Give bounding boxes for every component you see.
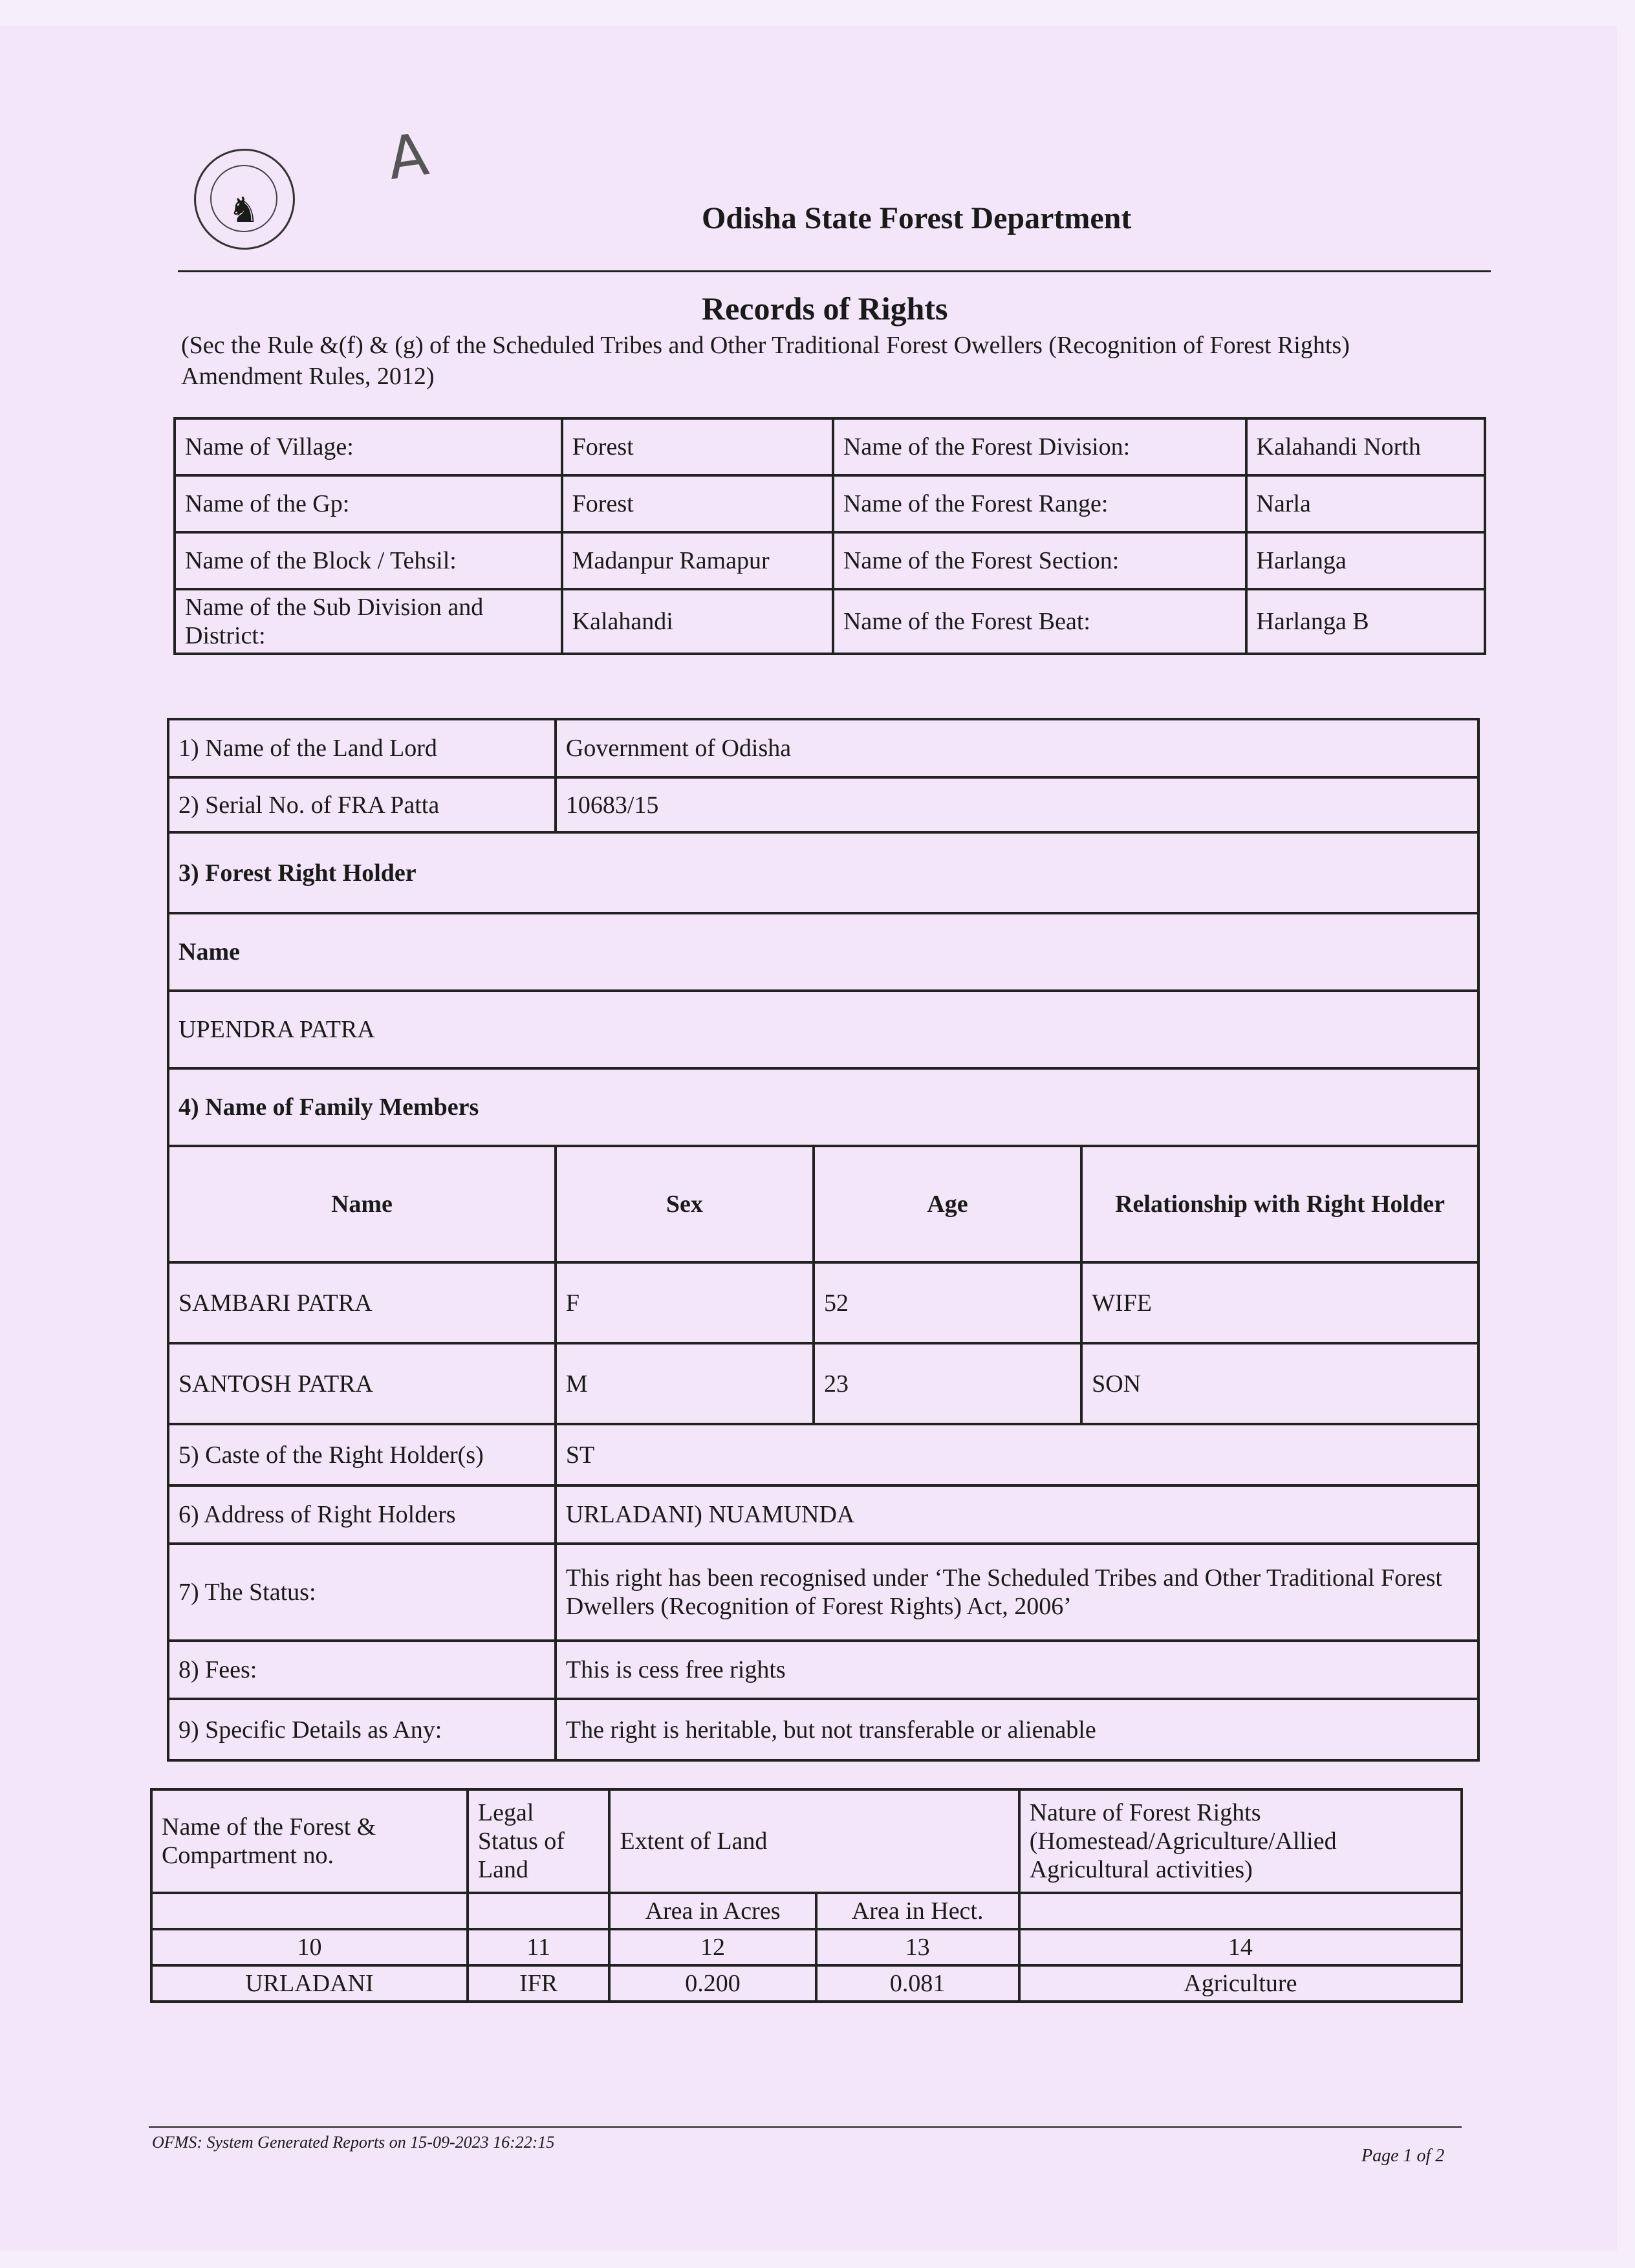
table-row (168, 1424, 1478, 1485)
table-row (168, 832, 1478, 913)
location-table (173, 417, 1486, 655)
blank-cell (468, 1893, 610, 1929)
table-row (168, 1485, 1478, 1544)
gp-value: Forest (562, 475, 833, 532)
col-nature-of-rights: Nature of Forest Rights (Homestead/Agriculture/Allied Agricultural activities) (1019, 1789, 1462, 1893)
table-row (168, 913, 1478, 991)
land-table (150, 1788, 1463, 2003)
land-lord-value: Government of Odisha (556, 719, 1478, 777)
member-relation: SON (1081, 1343, 1478, 1424)
table-row (168, 991, 1478, 1068)
family-heading: 4) Name of Family Members (168, 1068, 1478, 1146)
odisha-emblem-seal (194, 149, 295, 250)
subdivision-label: Name of the Sub Division and District: (175, 589, 562, 654)
col-number: 13 (816, 1929, 1019, 1965)
member-name: SANTOSH PATRA (168, 1343, 556, 1424)
member-relation: WIFE (1081, 1262, 1478, 1343)
col-forest-compartment: Name of the Forest & Compartment no. (151, 1789, 468, 1893)
village-value: Forest (562, 418, 833, 475)
forest-beat-label: Name of the Forest Beat: (833, 589, 1246, 654)
document-page (0, 26, 1617, 2251)
emblem-inner-ring (210, 165, 277, 232)
table-row (175, 589, 1485, 654)
table-row (168, 1699, 1478, 1760)
status-label: 7) The Status: (168, 1544, 556, 1641)
member-age: 52 (814, 1262, 1081, 1343)
table-row (168, 1641, 1478, 1699)
sub-area-acres: Area in Acres (609, 1893, 816, 1929)
forest-name: URLADANI (151, 1965, 468, 2002)
table-row (168, 1068, 1478, 1146)
footer-divider (149, 2126, 1462, 2128)
caste-label: 5) Caste of the Right Holder(s) (168, 1424, 556, 1485)
gp-label: Name of the Gp: (175, 475, 562, 532)
forest-section-value: Harlanga (1246, 532, 1485, 589)
legal-status: IFR (468, 1965, 610, 2002)
family-col-name: Name (168, 1146, 556, 1262)
holder-heading: 3) Forest Right Holder (168, 832, 1478, 913)
table-row (175, 418, 1485, 475)
table-row (175, 532, 1485, 589)
table-row (168, 1343, 1478, 1424)
fees-value: This is cess free rights (556, 1641, 1478, 1699)
table-row (168, 719, 1478, 777)
subdivision-value: Kalahandi (562, 589, 833, 654)
land-lord-label: 1) Name of the Land Lord (168, 719, 556, 777)
forest-section-label: Name of the Forest Section: (833, 532, 1246, 589)
blank-cell (1019, 1893, 1462, 1929)
forest-beat-value: Harlanga B (1246, 589, 1485, 654)
sub-area-hect: Area in Hect. (816, 1893, 1019, 1929)
table-row (151, 1893, 1462, 1929)
document-title: Records of Rights (702, 290, 948, 327)
table-row (168, 777, 1478, 832)
serial-value: 10683/15 (556, 777, 1478, 832)
block-label: Name of the Block / Tehsil: (175, 532, 562, 589)
table-row (151, 1929, 1462, 1965)
rights-table (167, 718, 1480, 1762)
details-label: 9) Specific Details as Any: (168, 1699, 556, 1760)
family-col-age: Age (814, 1146, 1081, 1262)
generated-note: OFMS: System Generated Reports on 15-09-2023 16:22:15 (152, 2133, 555, 2152)
page-number: Page 1 of 2 (1361, 2146, 1445, 2166)
member-name: SAMBARI PATRA (168, 1262, 556, 1343)
col-extent-of-land: Extent of Land (609, 1789, 1019, 1893)
forest-range-label: Name of the Forest Range: (833, 475, 1246, 532)
fees-label: 8) Fees: (168, 1641, 556, 1699)
details-value: The right is heritable, but not transferable or alienable (556, 1699, 1478, 1760)
nature-of-rights: Agriculture (1019, 1965, 1462, 2002)
emblem-icon: ♞ (228, 191, 260, 230)
area-acres: 0.200 (609, 1965, 816, 2002)
table-row (175, 475, 1485, 532)
member-sex: M (556, 1343, 814, 1424)
table-row (168, 1146, 1478, 1262)
name-heading: Name (168, 913, 1478, 991)
col-number: 12 (609, 1929, 816, 1965)
member-sex: F (556, 1262, 814, 1343)
department-name: Odisha State Forest Department (702, 201, 1132, 235)
header-divider (178, 270, 1491, 272)
serial-label: 2) Serial No. of FRA Patta (168, 777, 556, 832)
col-number: 11 (468, 1929, 610, 1965)
village-label: Name of Village: (175, 418, 562, 475)
area-hect: 0.081 (816, 1965, 1019, 2002)
handwritten-mark: A (383, 120, 433, 193)
forest-division-label: Name of the Forest Division: (833, 418, 1246, 475)
caste-value: ST (556, 1424, 1478, 1485)
table-row (151, 1965, 1462, 2002)
col-number: 10 (151, 1929, 468, 1965)
member-age: 23 (814, 1343, 1081, 1424)
col-number: 14 (1019, 1929, 1462, 1965)
status-value: This right has been recognised under ‘The Scheduled Tribes and Other Traditional Forest Dwellers (Recognition of Forest Rights) Act, 2006’ (556, 1544, 1478, 1641)
table-row (168, 1262, 1478, 1343)
table-row (168, 1544, 1478, 1641)
forest-division-value: Kalahandi North (1246, 418, 1485, 475)
document-subtitle: (Sec the Rule &(f) & (g) of the Scheduled Tribes and Other Traditional Forest Owellers (Recognition of Forest Rights) Amendment Rules, 2012) (181, 332, 1350, 390)
family-col-sex: Sex (556, 1146, 814, 1262)
family-col-relation: Relationship with Right Holder (1081, 1146, 1478, 1262)
col-legal-status: Legal Status of Land (468, 1789, 610, 1893)
block-value: Madanpur Ramapur (562, 532, 833, 589)
holder-name: UPENDRA PATRA (168, 991, 1478, 1068)
blank-cell (151, 1893, 468, 1929)
address-value: URLADANI) NUAMUNDA (556, 1485, 1478, 1544)
address-label: 6) Address of Right Holders (168, 1485, 556, 1544)
forest-range-value: Narla (1246, 475, 1485, 532)
table-row (151, 1789, 1462, 1893)
